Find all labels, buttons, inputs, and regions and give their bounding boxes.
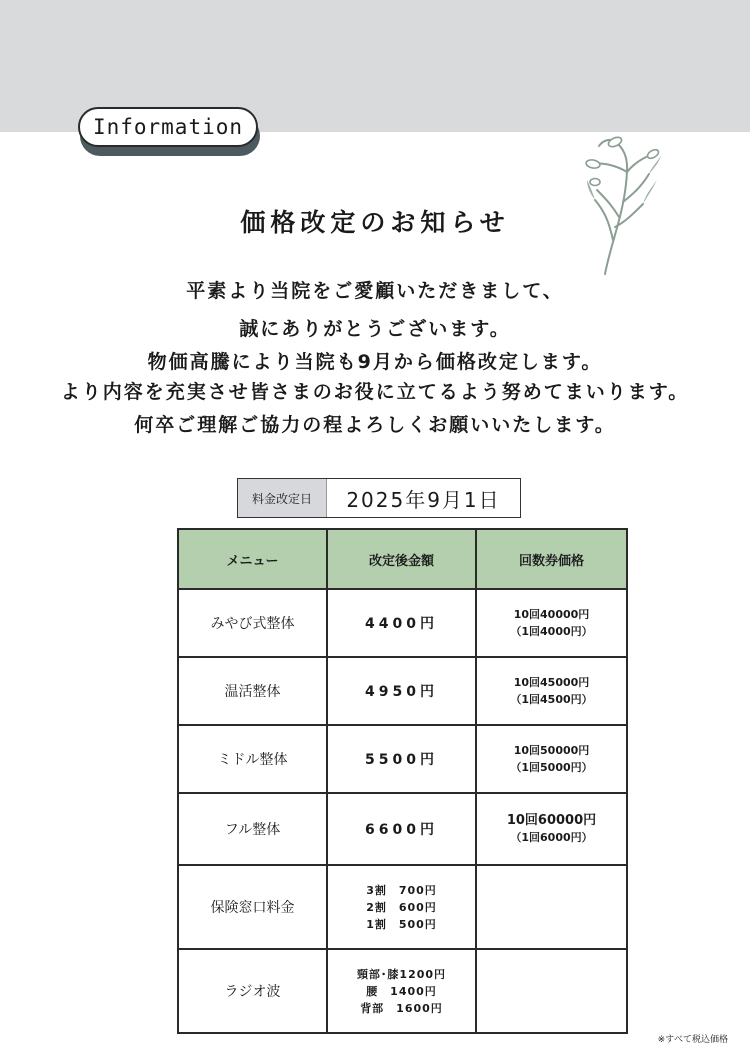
menu-name: 温活整体 <box>178 657 327 725</box>
ticket-per-visit: （1回4500円） <box>510 693 593 706</box>
ticket-price <box>476 949 627 1033</box>
price-line: 背部 1600円 <box>360 1001 443 1015</box>
ticket-price <box>476 793 627 865</box>
price-value <box>327 949 476 1033</box>
table-row <box>178 589 627 657</box>
ticket-total: 10回60000円 <box>506 813 597 828</box>
column-header: 回数券価格 <box>476 529 627 589</box>
effective-date-value: 2025年9月1日 <box>346 487 501 512</box>
menu-name: 保険窓口料金 <box>178 865 327 949</box>
information-badge: Information <box>78 107 258 147</box>
price-value: 5500円 <box>327 725 476 793</box>
table-row <box>178 725 627 793</box>
price-value: 6600円 <box>327 793 476 865</box>
price-line: 腰 1400円 <box>366 984 437 998</box>
menu-name: みやび式整体 <box>178 589 327 657</box>
message-line: 何卒ご理解ご協力の程よろしくお願いいたします。 <box>134 414 616 436</box>
ticket-price <box>476 865 627 949</box>
price-table <box>177 528 628 1034</box>
table-row <box>178 657 627 725</box>
menu-name: ラジオ波 <box>178 949 327 1033</box>
table-row <box>178 793 627 865</box>
ticket-total: 10回40000円 <box>513 608 590 621</box>
message-line: より内容を充実させ皆さまのお役に立てるよう努めてまいります。 <box>60 381 690 403</box>
menu-name: ミドル整体 <box>178 725 327 793</box>
effective-date-label: 料金改定日 <box>238 479 327 517</box>
ticket-price <box>476 725 627 793</box>
footnote: ※すべて税込価格 <box>657 1035 728 1045</box>
price-line: 2割 600円 <box>366 900 437 914</box>
price-line: 1割 500円 <box>366 917 437 931</box>
menu-name: フル整体 <box>178 793 327 865</box>
ticket-per-visit: （1回6000円） <box>510 831 593 844</box>
price-line: 3割 700円 <box>366 883 437 897</box>
table-header-row <box>178 529 627 589</box>
price-line: 頸部･膝1200円 <box>356 967 447 981</box>
message-line: 誠にありがとうございます。 <box>239 318 511 340</box>
ticket-per-visit: （1回4000円） <box>510 625 593 638</box>
table-row <box>178 949 627 1033</box>
column-header: 改定後金額 <box>327 529 476 589</box>
message-line: 物価高騰により当院も9月から価格改定します。 <box>147 351 603 373</box>
table-row <box>178 865 627 949</box>
ticket-total: 10回50000円 <box>513 744 590 757</box>
page-title: 価格改定のお知らせ <box>240 208 510 237</box>
message-line: 平素より当院をご愛顧いただきまして、 <box>186 280 564 302</box>
ticket-price <box>476 657 627 725</box>
ticket-total: 10回45000円 <box>513 676 590 689</box>
column-header: メニュー <box>178 529 327 589</box>
price-value: 4400円 <box>327 589 476 657</box>
price-value <box>327 865 476 949</box>
price-value: 4950円 <box>327 657 476 725</box>
ticket-price <box>476 589 627 657</box>
effective-date-box <box>237 478 521 518</box>
ticket-per-visit: （1回5000円） <box>510 761 593 774</box>
